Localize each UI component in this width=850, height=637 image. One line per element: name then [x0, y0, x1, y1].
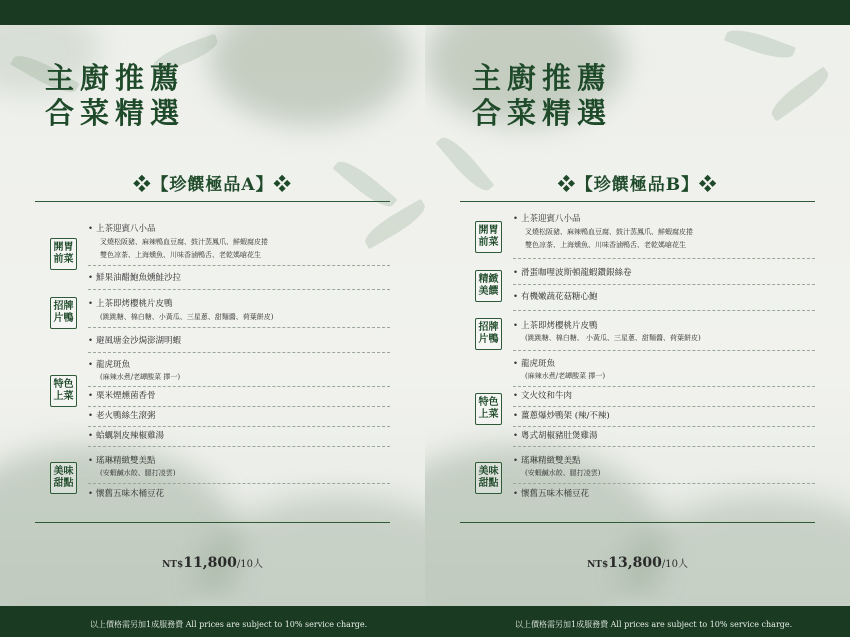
menu-item-detail: 叉燒松阪豬、麻辣鴨血豆腐、鼓汁蒸鳳爪、鮮蝦腐皮捲: [100, 238, 268, 246]
menu-item: • 滑蛋咖哩波斯頓龍蝦鑽銀絲卷: [513, 268, 632, 278]
menu-item-detail: (麻辣水煮/老罈酸菜 擇一): [525, 372, 606, 380]
price: NT$11,800/10人: [162, 555, 263, 571]
section-badge-dessert: 美味甜點: [475, 462, 502, 494]
dashed-divider: [88, 446, 390, 447]
dashed-divider: [513, 310, 815, 311]
dashed-divider: [513, 426, 815, 427]
menu-item-detail: (跳跳糖、棉白糖、 小黃瓜、三星蔥、甜麵醬、荷葉餅皮): [525, 334, 701, 342]
page-title: 主廚推薦 合菜精選: [45, 61, 186, 130]
service-note: 以上價格需另加1成服務費 All prices are subject to 10% service charge.: [515, 620, 793, 629]
menu-item-detail: (安蝦鹹水餃、腿打凌雲): [525, 469, 601, 477]
section-badge-duck: 招牌片鴨: [50, 297, 77, 329]
dashed-divider: [88, 265, 390, 266]
section-badge-delicacy: 精緻美饌: [475, 270, 502, 302]
page-title: 主廚推薦 合菜精選: [472, 61, 613, 130]
menu-page-a: [0, 25, 425, 606]
menu-item-detail: 雙色凉茶、上海燻魚、川味香滷鴨舌、老乾媽嗆花生: [525, 241, 686, 249]
menu-item-detail: 雙色凉茶、上海燻魚、川味香滷鴨舌、老乾媽嗆花生: [100, 251, 261, 259]
menu-item: • 龍虎斑魚: [88, 360, 131, 370]
dashed-divider: [88, 352, 390, 353]
set-title: ❖【珍饌極品A】❖: [133, 175, 292, 195]
divider: [35, 522, 390, 523]
section-badge-dessert: 美味甜點: [50, 462, 77, 494]
menu-item-detail: (麻辣水煮/老罈酸菜 擇一): [100, 373, 181, 381]
price: NT$13,800/10人: [587, 555, 688, 571]
dashed-divider: [88, 426, 390, 427]
section-badge-featured: 特色上菜: [475, 393, 502, 425]
section-badge-featured: 特色上菜: [50, 375, 77, 407]
menu-item: • 上茶迎賓八小品: [513, 214, 581, 224]
dashed-divider: [513, 386, 815, 387]
dashed-divider: [513, 406, 815, 407]
dashed-divider: [513, 350, 815, 351]
dashed-divider: [513, 258, 815, 259]
menu-item: • 懷舊五味木桶豆花: [513, 489, 590, 499]
menu-item: • 上茶迎賓八小品: [88, 224, 156, 234]
dashed-divider: [513, 483, 815, 484]
menu-item: • 瑤琳精緻雙美點: [513, 456, 581, 466]
dashed-divider: [88, 406, 390, 407]
section-badge-appetizer: 開胃前菜: [50, 238, 77, 270]
menu-item-detail: (跳跳糖、棉白糖、小黃瓜、三星蔥、甜麵醬、荷葉餅皮): [100, 313, 274, 321]
menu-item: • 薑蔥爆炒鴨架 (辣/不辣): [513, 411, 610, 421]
menu-item: • 有機嫩蔬花菇糖心鮑: [513, 292, 598, 302]
menu-item: • 懷舊五味木桶豆花: [88, 489, 165, 499]
menu-item: • 粵式胡椒豬肚煲雞湯: [513, 431, 598, 441]
dashed-divider: [88, 289, 390, 290]
divider: [460, 522, 815, 523]
menu-item: • 瑤琳精緻雙美點: [88, 456, 156, 466]
menu-item: • 龍虎斑魚: [513, 359, 556, 369]
menu-item: • 文火炆和牛肉: [513, 391, 573, 401]
menu-item: • 避風塘金沙焗澎湖明蝦: [88, 336, 182, 346]
dashed-divider: [513, 446, 815, 447]
menu-item: • 蛤蠣剝皮辣椒雞湯: [88, 431, 165, 441]
menu-item-detail: (安蝦鹹水餃、腿打凌雲): [100, 469, 176, 477]
dashed-divider: [88, 483, 390, 484]
dashed-divider: [88, 386, 390, 387]
menu-item-detail: 叉燒松阪豬、麻辣鴨血豆腐、鼓汁蒸鳳爪、鮮蝦腐皮捲: [525, 228, 693, 236]
dashed-divider: [513, 284, 815, 285]
divider: [460, 201, 815, 202]
menu-item: • 上茶即烤櫻桃片皮鴨: [88, 299, 173, 309]
menu-page-b: [425, 25, 850, 606]
section-badge-appetizer: 開胃前菜: [475, 221, 502, 253]
dashed-divider: [88, 327, 390, 328]
menu-item: • 鮮果油醋鮑魚燻鮭沙拉: [88, 273, 182, 283]
section-badge-duck: 招牌片鴨: [475, 318, 502, 350]
service-note: 以上價格需另加1成服務費 All prices are subject to 10% service charge.: [90, 620, 368, 629]
menu-item: • 上茶即烤櫻桃片皮鴨: [513, 321, 598, 331]
menu-item: • 栗米煙燻菌香骨: [88, 391, 156, 401]
set-title: ❖【珍饌極品B】❖: [557, 175, 718, 195]
top-band: [0, 0, 850, 25]
menu-item: • 老火鴨絲生滾粥: [88, 411, 156, 421]
divider: [35, 201, 390, 202]
